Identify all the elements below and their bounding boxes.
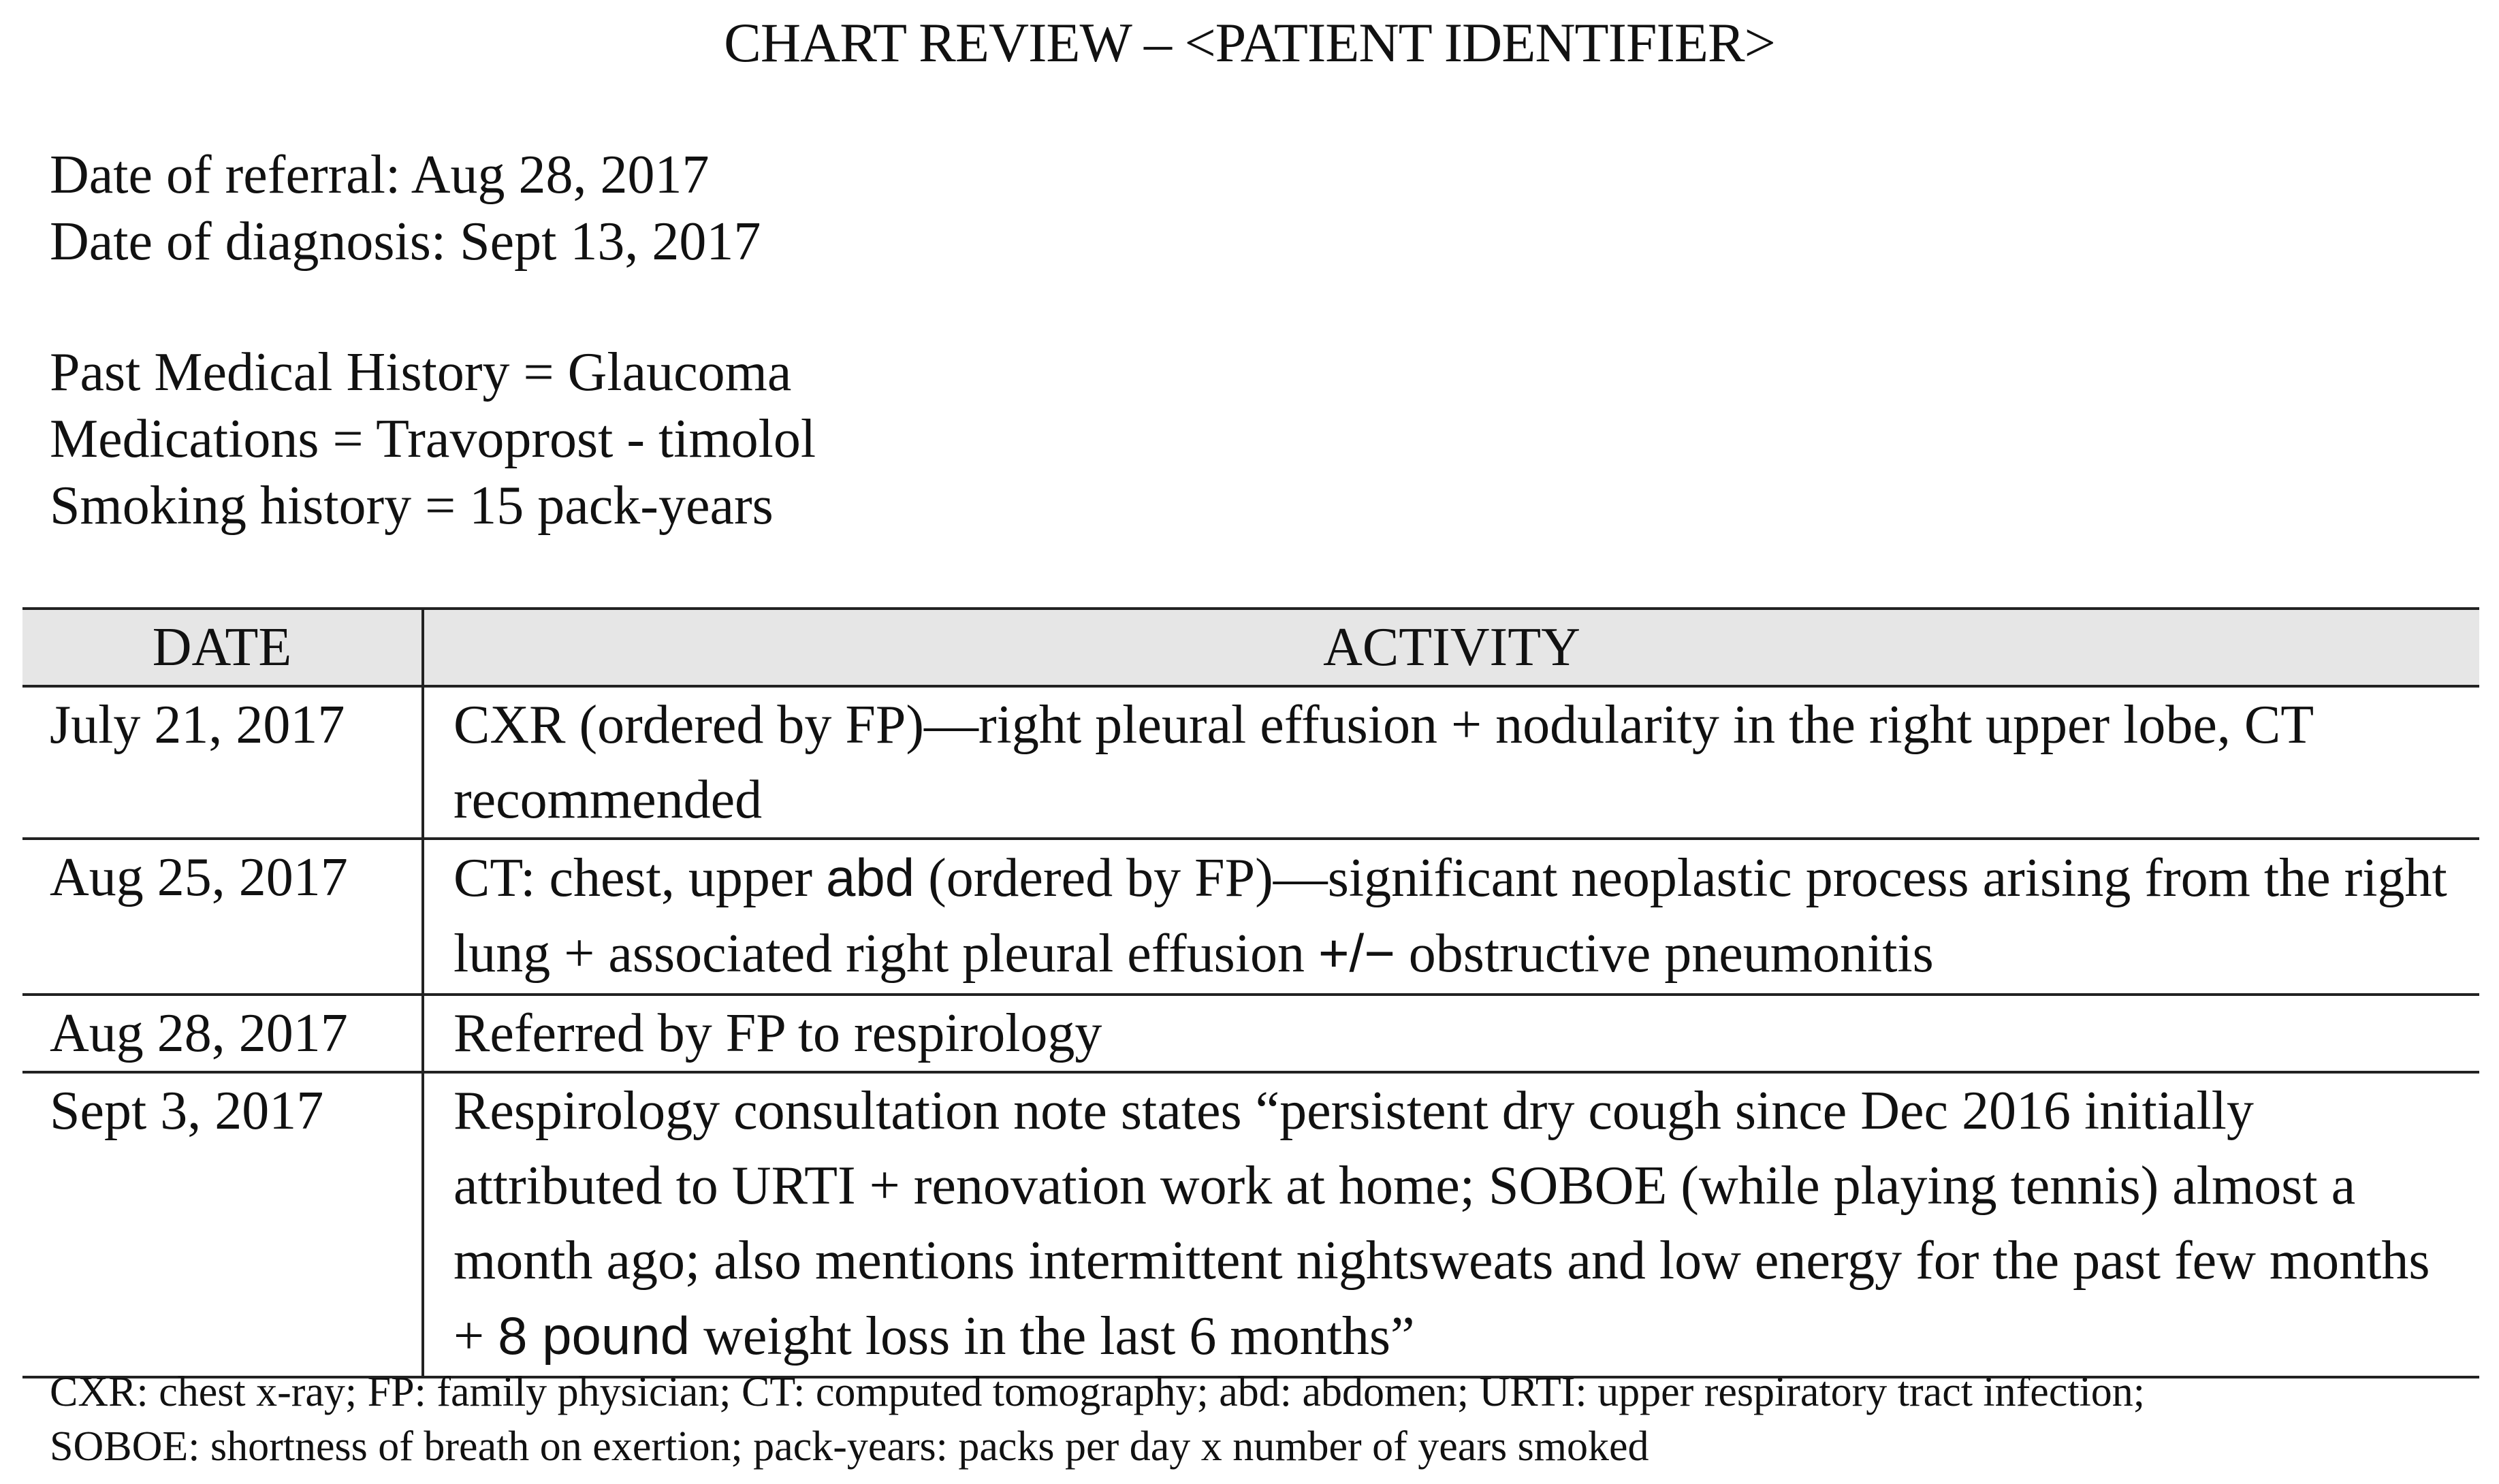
row-activity [423, 686, 2479, 839]
medications: Medications = Travoprost - timolol [50, 409, 816, 469]
date-column-header: DATE [22, 609, 423, 686]
row-date: Aug 25, 2017 [22, 839, 423, 995]
activity-column-header: ACTIVITY [423, 609, 2479, 686]
table-row [22, 1072, 2479, 1377]
activity-text: CT: chest, upper [453, 848, 826, 908]
table-row [22, 839, 2479, 995]
activity-text: (ordered by FP)—significant neoplastic process arising from the right lung + associated right pleural effusion [453, 848, 2447, 984]
row-activity [423, 1072, 2479, 1377]
row-activity [423, 995, 2479, 1072]
referral-date: Date of referral: Aug 28, 2017 [50, 145, 710, 205]
document-title: CHART REVIEW – <PATIENT IDENTIFIER> [724, 12, 1775, 74]
activity-text-symbol: +/− [1318, 923, 1395, 983]
row-activity [423, 839, 2479, 995]
smoking-history: Smoking history = 15 pack-years [50, 476, 774, 536]
activity-text-weight: 8 pound [498, 1306, 690, 1366]
activity-text: obstructive pneumonitis [1395, 924, 1934, 984]
abbreviations-footnote [50, 1365, 2145, 1474]
activity-timeline-table [22, 607, 2479, 1378]
row-date: Sept 3, 2017 [22, 1072, 423, 1377]
diagnosis-date: Date of diagnosis: Sept 13, 2017 [50, 212, 761, 272]
activity-text: weight loss in the last 6 months” [690, 1306, 1415, 1366]
footnote-line: SOBOE: shortness of breath on exertion; pack-years: packs per day x number of years smoked [50, 1423, 1649, 1470]
activity-text: CXR (ordered by FP)—right pleural effusion + nodularity in the right upper lobe, CT recommended [453, 695, 2313, 830]
table-header-row [22, 609, 2479, 686]
activity-text-abbrev: abd [826, 848, 915, 907]
table-row [22, 995, 2479, 1072]
table-row [22, 686, 2479, 839]
past-medical-history: Past Medical History = Glaucoma [50, 342, 792, 402]
row-date: July 21, 2017 [22, 686, 423, 839]
footnote-line: CXR: chest x-ray; FP: family physician; CT: computed tomography; abd: abdomen; URTI: upper respiratory tract infection; [50, 1369, 2146, 1415]
patient-history-block [50, 339, 816, 539]
activity-text: Referred by FP to respirology [453, 1003, 1102, 1063]
referral-dates-block [50, 142, 761, 275]
activity-text: Respirology consultation note states “persistent dry cough since Dec 2016 initially attributed to URTI + renovation work at home; SOBOE (while playing tennis) almost a month ago; also mentions intermittent nightsweats and low energy for the past few months + [453, 1081, 2430, 1366]
row-date: Aug 28, 2017 [22, 995, 423, 1072]
